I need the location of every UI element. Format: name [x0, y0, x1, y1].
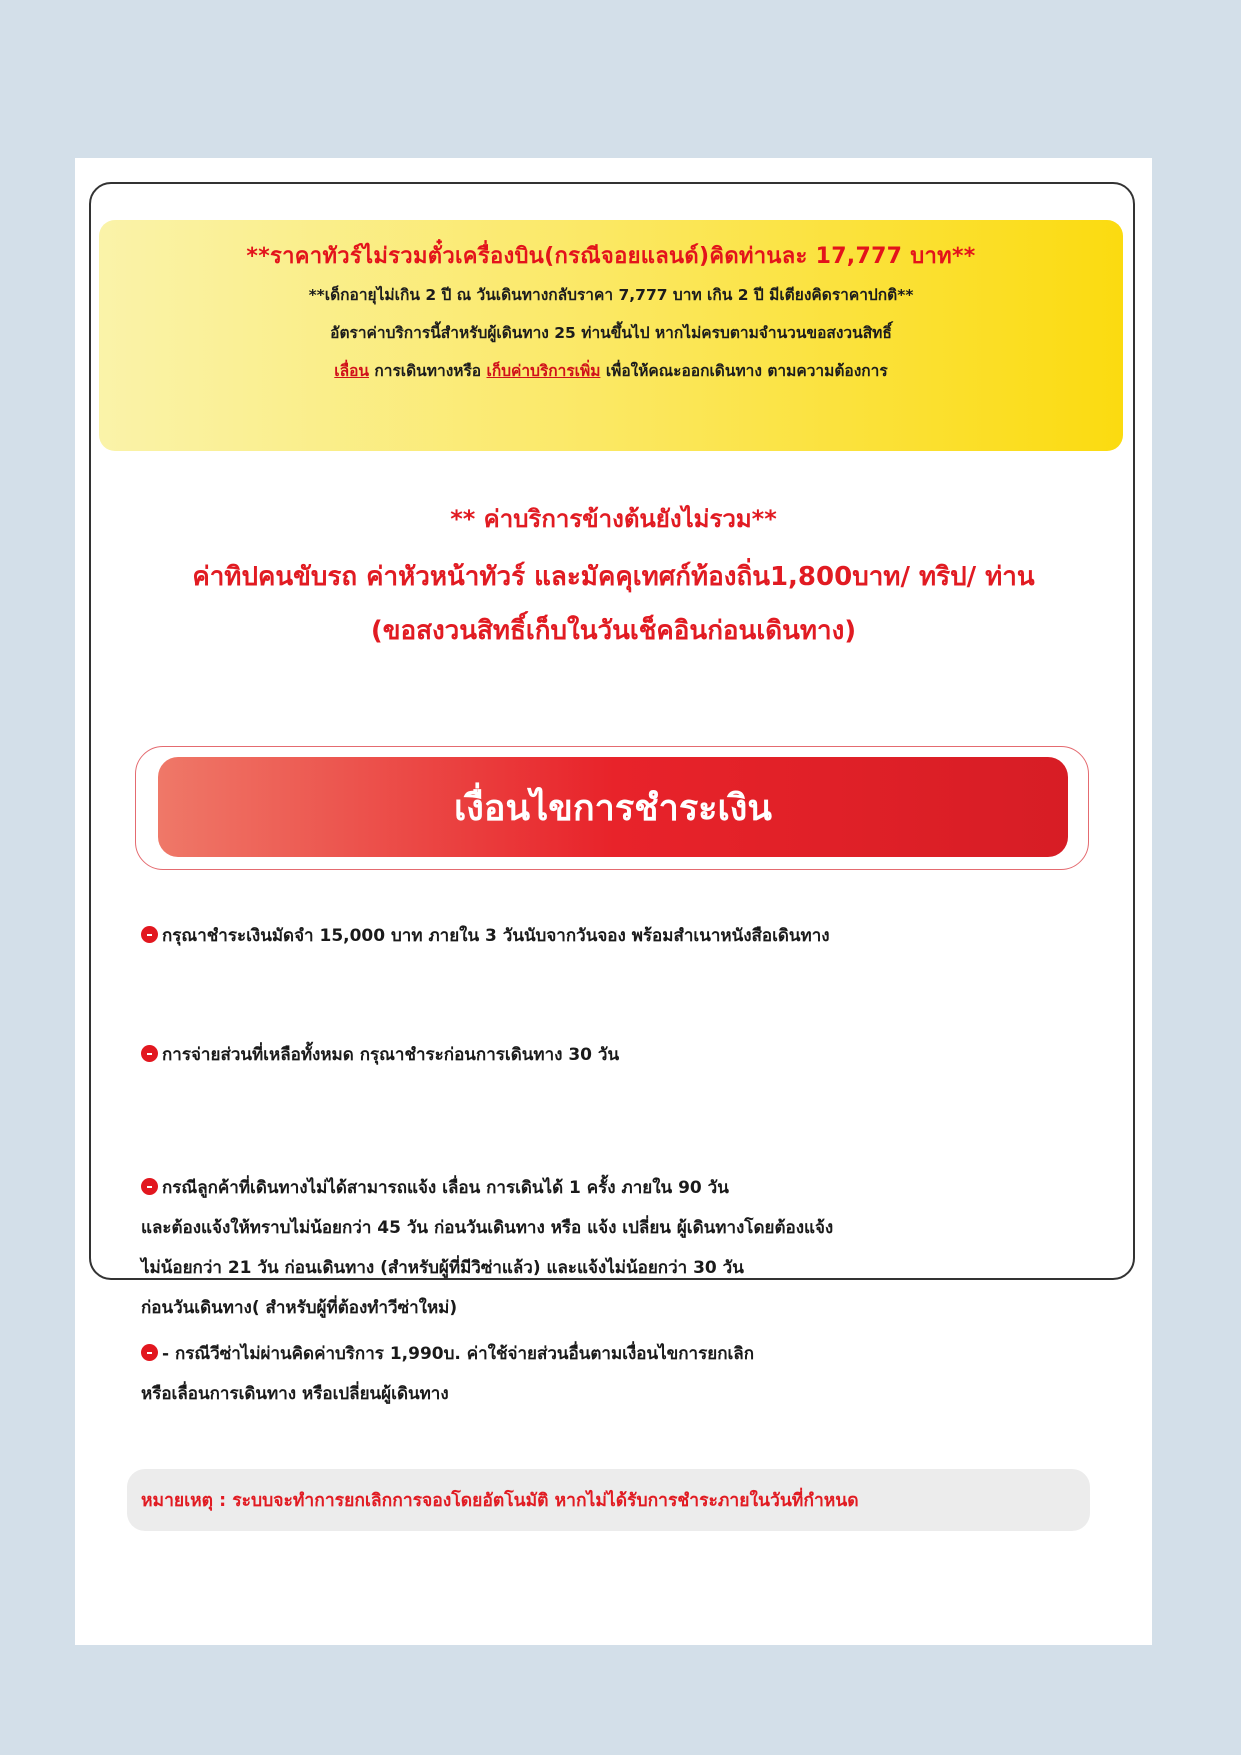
payment-heading-frame [135, 746, 1089, 870]
payment-item-3: กรณีลูกค้าที่เดินทางไม่ได้สามารถแจ้ง เลื่อน การเดินได้ 1 ครั้ง ภายใน 90 วัน และต้องแจ้งให้ทราบไม่น้อยกว่า 45 วัน ก่อนวันเดินทาง หรือ แจ้ง เปลี่ยน ผู้เดินทางโดยต้องแจ้ง ไม่น้อยกว่า 21 วัน ก่อนเดินทาง (สำหรับผู้ที่มีวิซ่าแล้ว) และแจ้งไม่น้อยกว่า 30 วัน ก่อนวันเดินทาง( สำหรับผู้ที่ต้องทำวีซ่าใหม่) [141, 1178, 834, 1318]
payment-item-1: กรุณาชำระเงินมัดจำ 15,000 บาท ภายใน 3 วันนับจากวันจอง พร้อมสำเนาหนังสือเดินทาง [141, 916, 830, 956]
payment-heading: เงื่อนไขการชำระเงิน [158, 757, 1068, 857]
price-notice-box [99, 220, 1123, 451]
bullet-icon [141, 926, 158, 943]
child-price-line: **เด็กอายุไม่เกิน 2 ปี ณ วันเดินทางกลับราคา 7,777 บาท เกิน 2 ปี มีเตียงคิดราคาปกติ** [308, 286, 914, 304]
payment-item-2: การจ่ายส่วนที่เหลือทั้งหมด กรุณาชำระก่อนการเดินทาง 30 วัน [141, 1035, 619, 1075]
auto-cancel-note [127, 1469, 1090, 1531]
postpone-link-text: เลื่อน [334, 362, 369, 380]
bullet-icon [141, 1045, 158, 1062]
group-size-line: อัตราค่าบริการนี้สำหรับผู้เดินทาง 25 ท่านขึ้นไป หากไม่ครบตามจำนวนขอสงวนสิทธิ์ [330, 324, 892, 342]
postpone-line: เลื่อน การเดินทางหรือ เก็บค่าบริการเพิ่ม เพื่อให้คณะออกเดินทาง ตามความต้องการ [334, 362, 888, 380]
payment-item-4: - กรณีวีซ่าไม่ผ่านคิดค่าบริการ 1,990บ. ค่าใช้จ่ายส่วนอื่นตามเงื่อนไขการยกเลิก หรือเลื่อนการเดินทาง หรือเปลี่ยนผู้เดินทาง [141, 1344, 755, 1404]
price-notice-title: **ราคาทัวร์ไม่รวมตั๋วเครื่องบิน(กรณีจอยแลนด์)คิดท่านละ 17,777 บาท** [246, 244, 976, 269]
bullet-icon [141, 1178, 158, 1195]
extra-charge-text: เก็บค่าบริการเพิ่ม [486, 362, 601, 380]
tip-fee-line: ค่าทิปคนขับรถ ค่าหัวหน้าทัวร์ และมัคคุเทศก์ท้องถิ่น1,800บาท/ ทริป/ ท่าน [192, 562, 1035, 592]
note-text: หมายเหตุ : ระบบจะทำการยกเลิกการจองโดยอัตโนมัติ หากไม่ได้รับการชำระภายในวันที่กำหนด [141, 1491, 859, 1511]
bullet-icon [141, 1344, 158, 1361]
tip-collection-note: (ขอสงวนสิทธิ์เก็บในวันเช็คอินก่อนเดินทาง) [370, 616, 857, 646]
document-sheet [75, 158, 1152, 1645]
excluded-heading: ** ค่าบริการข้างต้นยังไม่รวม** [450, 505, 777, 533]
excluded-fees-block [75, 503, 1152, 649]
